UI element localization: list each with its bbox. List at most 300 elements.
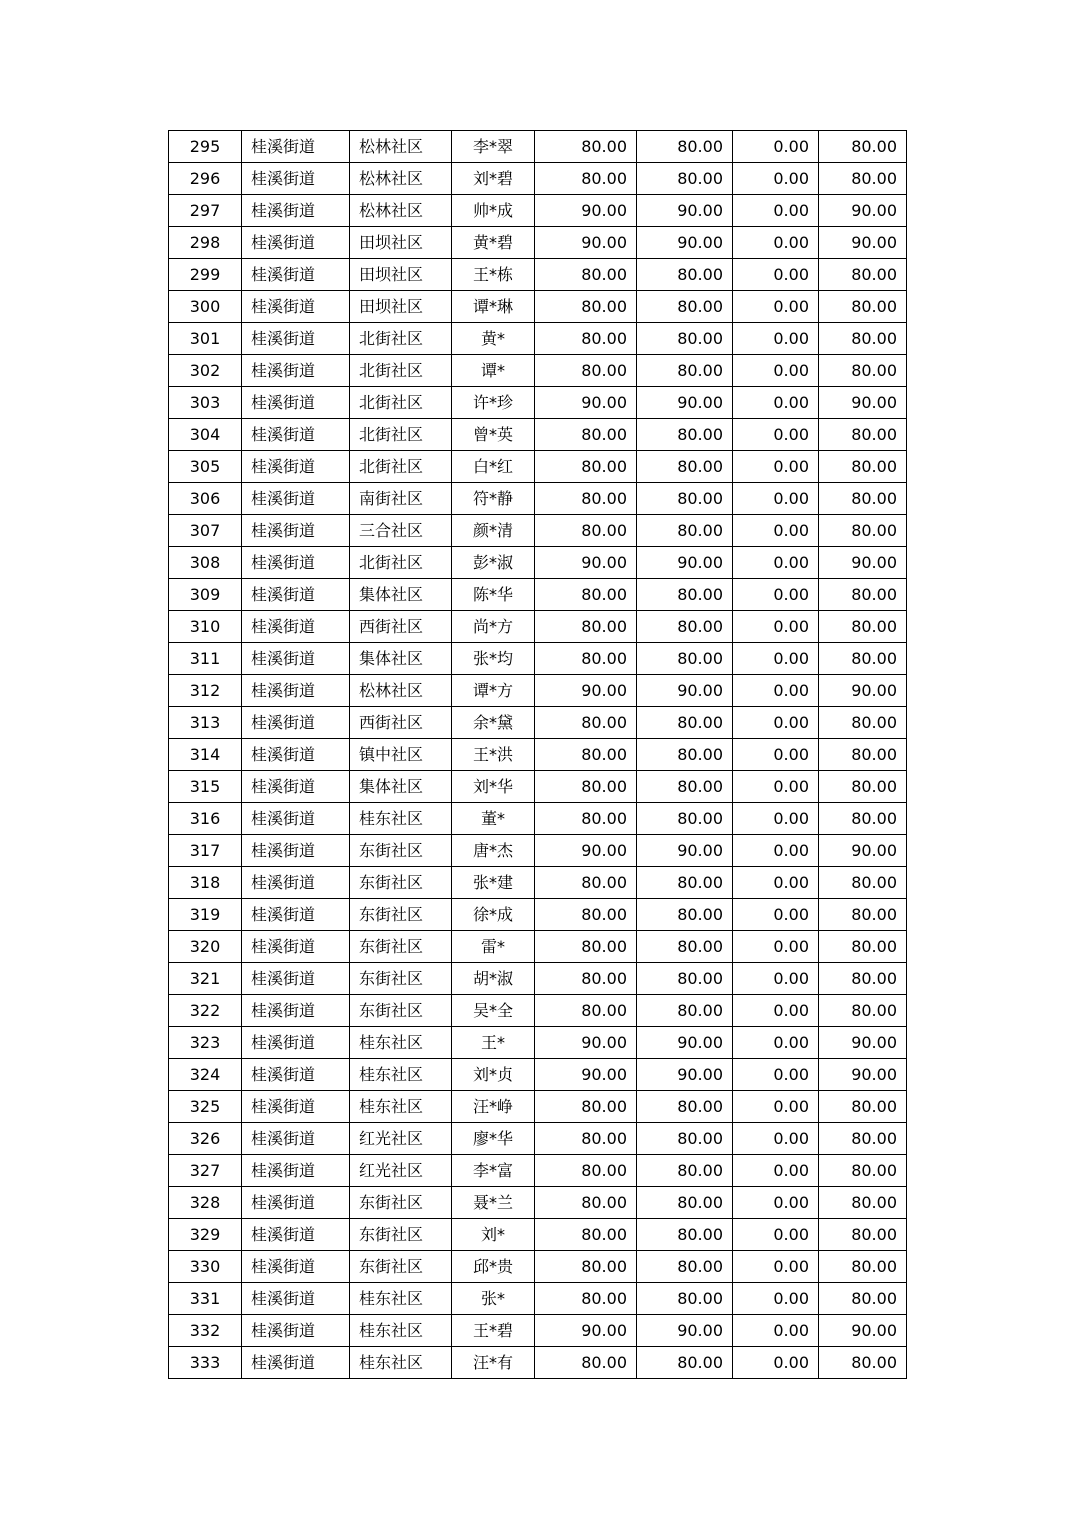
table-row (169, 1251, 907, 1283)
community-cell: 东街社区 (350, 931, 452, 963)
amount-cell: 80.00 (819, 579, 907, 611)
name-cell: 余*黛 (452, 707, 535, 739)
community-cell: 北街社区 (350, 419, 452, 451)
street-cell: 桂溪街道 (242, 259, 350, 291)
row-number: 308 (169, 547, 242, 579)
street-cell: 桂溪街道 (242, 1059, 350, 1091)
name-cell: 谭*方 (452, 675, 535, 707)
row-number: 301 (169, 323, 242, 355)
amount-cell: 80.00 (637, 291, 733, 323)
amount-cell: 80.00 (637, 643, 733, 675)
name-cell: 张*均 (452, 643, 535, 675)
row-number: 300 (169, 291, 242, 323)
amount-cell: 0.00 (733, 1283, 819, 1315)
table-row (169, 387, 907, 419)
table-row (169, 931, 907, 963)
amount-cell: 80.00 (819, 931, 907, 963)
amount-cell: 80.00 (637, 803, 733, 835)
amount-cell: 80.00 (819, 1155, 907, 1187)
name-cell: 黄*碧 (452, 227, 535, 259)
street-cell: 桂溪街道 (242, 1219, 350, 1251)
street-cell: 桂溪街道 (242, 611, 350, 643)
amount-cell: 90.00 (535, 547, 637, 579)
street-cell: 桂溪街道 (242, 643, 350, 675)
community-cell: 松林社区 (350, 131, 452, 163)
street-cell: 桂溪街道 (242, 1091, 350, 1123)
name-cell: 刘*碧 (452, 163, 535, 195)
amount-cell: 90.00 (535, 675, 637, 707)
amount-cell: 80.00 (535, 259, 637, 291)
name-cell: 李*富 (452, 1155, 535, 1187)
amount-cell: 80.00 (637, 1347, 733, 1379)
amount-cell: 80.00 (535, 739, 637, 771)
row-number: 320 (169, 931, 242, 963)
table-row (169, 835, 907, 867)
row-number: 316 (169, 803, 242, 835)
community-cell: 桂东社区 (350, 803, 452, 835)
amount-cell: 0.00 (733, 579, 819, 611)
street-cell: 桂溪街道 (242, 323, 350, 355)
amount-cell: 80.00 (819, 611, 907, 643)
amount-cell: 80.00 (637, 707, 733, 739)
name-cell: 黄* (452, 323, 535, 355)
amount-cell: 0.00 (733, 1059, 819, 1091)
row-number: 302 (169, 355, 242, 387)
table-row (169, 515, 907, 547)
community-cell: 东街社区 (350, 835, 452, 867)
amount-cell: 80.00 (535, 483, 637, 515)
amount-cell: 80.00 (819, 867, 907, 899)
amount-cell: 90.00 (535, 835, 637, 867)
amount-cell: 0.00 (733, 1187, 819, 1219)
amount-cell: 90.00 (637, 835, 733, 867)
amount-cell: 80.00 (535, 1219, 637, 1251)
amount-cell: 90.00 (535, 387, 637, 419)
amount-cell: 0.00 (733, 899, 819, 931)
street-cell: 桂溪街道 (242, 963, 350, 995)
community-cell: 田坝社区 (350, 227, 452, 259)
table-row (169, 483, 907, 515)
community-cell: 东街社区 (350, 963, 452, 995)
amount-cell: 80.00 (819, 803, 907, 835)
community-cell: 田坝社区 (350, 291, 452, 323)
community-cell: 桂东社区 (350, 1283, 452, 1315)
table-row (169, 131, 907, 163)
amount-cell: 80.00 (637, 1091, 733, 1123)
row-number: 328 (169, 1187, 242, 1219)
amount-cell: 90.00 (535, 1027, 637, 1059)
amount-cell: 80.00 (637, 1155, 733, 1187)
amount-cell: 80.00 (535, 355, 637, 387)
street-cell: 桂溪街道 (242, 355, 350, 387)
name-cell: 刘*华 (452, 771, 535, 803)
amount-cell: 0.00 (733, 1091, 819, 1123)
community-cell: 北街社区 (350, 547, 452, 579)
community-cell: 桂东社区 (350, 1027, 452, 1059)
amount-cell: 0.00 (733, 675, 819, 707)
amount-cell: 0.00 (733, 1315, 819, 1347)
amount-cell: 80.00 (535, 995, 637, 1027)
amount-cell: 80.00 (819, 995, 907, 1027)
amount-cell: 80.00 (637, 515, 733, 547)
street-cell: 桂溪街道 (242, 387, 350, 419)
table-row (169, 1059, 907, 1091)
amount-cell: 90.00 (819, 547, 907, 579)
amount-cell: 80.00 (535, 1155, 637, 1187)
table-row (169, 1283, 907, 1315)
community-cell: 东街社区 (350, 995, 452, 1027)
amount-cell: 0.00 (733, 387, 819, 419)
row-number: 299 (169, 259, 242, 291)
table-row (169, 323, 907, 355)
row-number: 324 (169, 1059, 242, 1091)
community-cell: 东街社区 (350, 1251, 452, 1283)
name-cell: 张* (452, 1283, 535, 1315)
name-cell: 王*碧 (452, 1315, 535, 1347)
street-cell: 桂溪街道 (242, 867, 350, 899)
table-row (169, 291, 907, 323)
amount-cell: 0.00 (733, 355, 819, 387)
amount-cell: 80.00 (637, 1251, 733, 1283)
street-cell: 桂溪街道 (242, 739, 350, 771)
amount-cell: 80.00 (819, 163, 907, 195)
amount-cell: 0.00 (733, 547, 819, 579)
amount-cell: 0.00 (733, 995, 819, 1027)
amount-cell: 80.00 (535, 579, 637, 611)
table-row (169, 739, 907, 771)
amount-cell: 80.00 (819, 643, 907, 675)
amount-cell: 80.00 (535, 611, 637, 643)
table-row (169, 1347, 907, 1379)
community-cell: 桂东社区 (350, 1091, 452, 1123)
table-row (169, 611, 907, 643)
amount-cell: 80.00 (819, 451, 907, 483)
street-cell: 桂溪街道 (242, 1123, 350, 1155)
row-number: 329 (169, 1219, 242, 1251)
street-cell: 桂溪街道 (242, 483, 350, 515)
row-number: 325 (169, 1091, 242, 1123)
name-cell: 彭*淑 (452, 547, 535, 579)
amount-cell: 0.00 (733, 643, 819, 675)
amount-cell: 80.00 (535, 163, 637, 195)
name-cell: 颜*清 (452, 515, 535, 547)
amount-cell: 80.00 (637, 451, 733, 483)
row-number: 313 (169, 707, 242, 739)
name-cell: 徐*成 (452, 899, 535, 931)
community-cell: 北街社区 (350, 323, 452, 355)
amount-cell: 80.00 (535, 1283, 637, 1315)
community-cell: 田坝社区 (350, 259, 452, 291)
community-cell: 东街社区 (350, 1187, 452, 1219)
amount-cell: 80.00 (637, 1123, 733, 1155)
table-row (169, 195, 907, 227)
street-cell: 桂溪街道 (242, 995, 350, 1027)
street-cell: 桂溪街道 (242, 131, 350, 163)
amount-cell: 80.00 (637, 419, 733, 451)
amount-cell: 90.00 (637, 1027, 733, 1059)
amount-cell: 0.00 (733, 1123, 819, 1155)
row-number: 318 (169, 867, 242, 899)
street-cell: 桂溪街道 (242, 1283, 350, 1315)
amount-cell: 90.00 (637, 547, 733, 579)
amount-cell: 0.00 (733, 803, 819, 835)
row-number: 305 (169, 451, 242, 483)
amount-cell: 80.00 (819, 739, 907, 771)
street-cell: 桂溪街道 (242, 1315, 350, 1347)
community-cell: 集体社区 (350, 579, 452, 611)
amount-cell: 80.00 (535, 291, 637, 323)
name-cell: 吴*全 (452, 995, 535, 1027)
row-number: 298 (169, 227, 242, 259)
name-cell: 许*珍 (452, 387, 535, 419)
street-cell: 桂溪街道 (242, 547, 350, 579)
amount-cell: 80.00 (637, 611, 733, 643)
amount-cell: 80.00 (637, 739, 733, 771)
amount-cell: 0.00 (733, 291, 819, 323)
amount-cell: 80.00 (535, 643, 637, 675)
amount-cell: 0.00 (733, 835, 819, 867)
data-table (168, 130, 907, 1379)
amount-cell: 0.00 (733, 227, 819, 259)
amount-cell: 0.00 (733, 963, 819, 995)
amount-cell: 80.00 (637, 931, 733, 963)
table-row (169, 707, 907, 739)
amount-cell: 90.00 (819, 387, 907, 419)
amount-cell: 80.00 (637, 163, 733, 195)
amount-cell: 90.00 (535, 1059, 637, 1091)
name-cell: 王*洪 (452, 739, 535, 771)
name-cell: 王* (452, 1027, 535, 1059)
amount-cell: 80.00 (637, 483, 733, 515)
table-row (169, 355, 907, 387)
amount-cell: 90.00 (819, 1315, 907, 1347)
name-cell: 谭*琳 (452, 291, 535, 323)
name-cell: 谭* (452, 355, 535, 387)
name-cell: 陈*华 (452, 579, 535, 611)
amount-cell: 80.00 (637, 355, 733, 387)
amount-cell: 80.00 (819, 771, 907, 803)
table-row (169, 259, 907, 291)
amount-cell: 80.00 (819, 323, 907, 355)
amount-cell: 80.00 (637, 771, 733, 803)
community-cell: 集体社区 (350, 771, 452, 803)
amount-cell: 0.00 (733, 195, 819, 227)
name-cell: 帅*成 (452, 195, 535, 227)
row-number: 321 (169, 963, 242, 995)
amount-cell: 80.00 (637, 323, 733, 355)
amount-cell: 0.00 (733, 1219, 819, 1251)
amount-cell: 90.00 (637, 1059, 733, 1091)
row-number: 295 (169, 131, 242, 163)
amount-cell: 0.00 (733, 1251, 819, 1283)
table-body (169, 131, 907, 1379)
amount-cell: 80.00 (535, 1123, 637, 1155)
amount-cell: 80.00 (637, 899, 733, 931)
community-cell: 桂东社区 (350, 1347, 452, 1379)
community-cell: 东街社区 (350, 867, 452, 899)
amount-cell: 80.00 (819, 1123, 907, 1155)
amount-cell: 90.00 (535, 195, 637, 227)
row-number: 331 (169, 1283, 242, 1315)
row-number: 314 (169, 739, 242, 771)
amount-cell: 0.00 (733, 739, 819, 771)
street-cell: 桂溪街道 (242, 1155, 350, 1187)
community-cell: 东街社区 (350, 1219, 452, 1251)
community-cell: 桂东社区 (350, 1059, 452, 1091)
amount-cell: 80.00 (535, 419, 637, 451)
amount-cell: 0.00 (733, 451, 819, 483)
table-row (169, 867, 907, 899)
amount-cell: 0.00 (733, 931, 819, 963)
community-cell: 松林社区 (350, 163, 452, 195)
amount-cell: 90.00 (819, 675, 907, 707)
name-cell: 邱*贵 (452, 1251, 535, 1283)
amount-cell: 0.00 (733, 515, 819, 547)
amount-cell: 80.00 (535, 1251, 637, 1283)
amount-cell: 0.00 (733, 259, 819, 291)
name-cell: 王*栋 (452, 259, 535, 291)
amount-cell: 80.00 (819, 899, 907, 931)
amount-cell: 90.00 (819, 835, 907, 867)
street-cell: 桂溪街道 (242, 1251, 350, 1283)
amount-cell: 90.00 (637, 195, 733, 227)
amount-cell: 0.00 (733, 323, 819, 355)
row-number: 310 (169, 611, 242, 643)
amount-cell: 90.00 (819, 227, 907, 259)
amount-cell: 90.00 (819, 195, 907, 227)
row-number: 309 (169, 579, 242, 611)
row-number: 312 (169, 675, 242, 707)
name-cell: 雷* (452, 931, 535, 963)
table-row (169, 1155, 907, 1187)
amount-cell: 80.00 (637, 963, 733, 995)
name-cell: 董* (452, 803, 535, 835)
street-cell: 桂溪街道 (242, 1187, 350, 1219)
community-cell: 南街社区 (350, 483, 452, 515)
community-cell: 北街社区 (350, 451, 452, 483)
community-cell: 东街社区 (350, 899, 452, 931)
row-number: 323 (169, 1027, 242, 1059)
amount-cell: 80.00 (637, 131, 733, 163)
street-cell: 桂溪街道 (242, 419, 350, 451)
amount-cell: 80.00 (819, 483, 907, 515)
row-number: 319 (169, 899, 242, 931)
table-row (169, 899, 907, 931)
amount-cell: 80.00 (535, 803, 637, 835)
name-cell: 白*红 (452, 451, 535, 483)
table-row (169, 1091, 907, 1123)
amount-cell: 90.00 (819, 1027, 907, 1059)
amount-cell: 80.00 (535, 1347, 637, 1379)
table-row (169, 1219, 907, 1251)
amount-cell: 80.00 (535, 1187, 637, 1219)
amount-cell: 80.00 (819, 1219, 907, 1251)
row-number: 306 (169, 483, 242, 515)
amount-cell: 80.00 (819, 1283, 907, 1315)
row-number: 296 (169, 163, 242, 195)
amount-cell: 80.00 (535, 931, 637, 963)
name-cell: 张*建 (452, 867, 535, 899)
street-cell: 桂溪街道 (242, 899, 350, 931)
table-row (169, 963, 907, 995)
amount-cell: 80.00 (819, 1347, 907, 1379)
amount-cell: 80.00 (819, 355, 907, 387)
street-cell: 桂溪街道 (242, 803, 350, 835)
name-cell: 唐*杰 (452, 835, 535, 867)
amount-cell: 80.00 (819, 419, 907, 451)
amount-cell: 0.00 (733, 1155, 819, 1187)
community-cell: 北街社区 (350, 387, 452, 419)
table-row (169, 547, 907, 579)
street-cell: 桂溪街道 (242, 771, 350, 803)
amount-cell: 80.00 (819, 131, 907, 163)
amount-cell: 80.00 (637, 1187, 733, 1219)
amount-cell: 0.00 (733, 163, 819, 195)
amount-cell: 90.00 (535, 227, 637, 259)
amount-cell: 80.00 (535, 515, 637, 547)
table-row (169, 643, 907, 675)
amount-cell: 0.00 (733, 1027, 819, 1059)
name-cell: 汪*有 (452, 1347, 535, 1379)
row-number: 297 (169, 195, 242, 227)
amount-cell: 80.00 (535, 1091, 637, 1123)
name-cell: 李*翠 (452, 131, 535, 163)
table-row (169, 579, 907, 611)
table-row (169, 1027, 907, 1059)
community-cell: 镇中社区 (350, 739, 452, 771)
amount-cell: 80.00 (819, 1187, 907, 1219)
row-number: 315 (169, 771, 242, 803)
amount-cell: 0.00 (733, 707, 819, 739)
amount-cell: 0.00 (733, 419, 819, 451)
amount-cell: 80.00 (535, 771, 637, 803)
amount-cell: 90.00 (637, 227, 733, 259)
amount-cell: 90.00 (819, 1059, 907, 1091)
amount-cell: 80.00 (637, 867, 733, 899)
amount-cell: 0.00 (733, 867, 819, 899)
name-cell: 尚*方 (452, 611, 535, 643)
table-row (169, 771, 907, 803)
street-cell: 桂溪街道 (242, 579, 350, 611)
street-cell: 桂溪街道 (242, 707, 350, 739)
community-cell: 桂东社区 (350, 1315, 452, 1347)
row-number: 333 (169, 1347, 242, 1379)
street-cell: 桂溪街道 (242, 1347, 350, 1379)
row-number: 322 (169, 995, 242, 1027)
amount-cell: 0.00 (733, 483, 819, 515)
street-cell: 桂溪街道 (242, 227, 350, 259)
name-cell: 刘* (452, 1219, 535, 1251)
table-row (169, 675, 907, 707)
amount-cell: 90.00 (637, 675, 733, 707)
community-cell: 红光社区 (350, 1123, 452, 1155)
row-number: 304 (169, 419, 242, 451)
amount-cell: 80.00 (819, 291, 907, 323)
street-cell: 桂溪街道 (242, 195, 350, 227)
amount-cell: 80.00 (637, 579, 733, 611)
community-cell: 松林社区 (350, 195, 452, 227)
table-row (169, 163, 907, 195)
row-number: 303 (169, 387, 242, 419)
name-cell: 汪*峥 (452, 1091, 535, 1123)
amount-cell: 80.00 (637, 995, 733, 1027)
amount-cell: 80.00 (819, 963, 907, 995)
street-cell: 桂溪街道 (242, 835, 350, 867)
street-cell: 桂溪街道 (242, 451, 350, 483)
table-row (169, 803, 907, 835)
row-number: 307 (169, 515, 242, 547)
street-cell: 桂溪街道 (242, 291, 350, 323)
